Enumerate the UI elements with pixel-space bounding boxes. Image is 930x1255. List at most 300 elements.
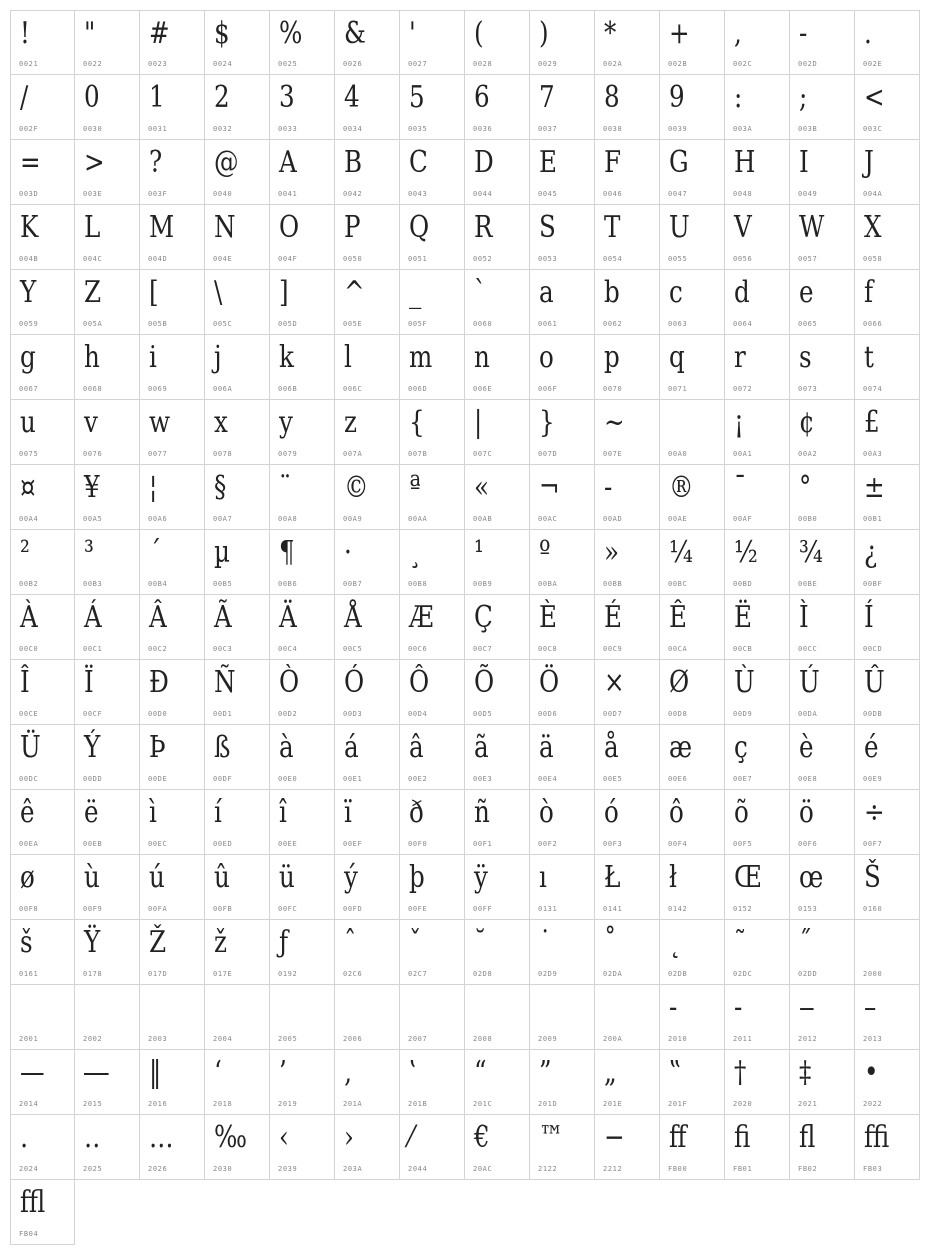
glyph-codepoint: 006D	[408, 385, 428, 393]
glyph-cell	[10, 1050, 75, 1115]
glyph-character: ‒	[799, 990, 815, 1025]
glyph-cell	[465, 400, 530, 465]
glyph-character: Â	[149, 600, 167, 635]
glyph-character: E	[539, 145, 557, 180]
glyph-codepoint: 0142	[668, 905, 688, 913]
glyph-codepoint: 00C0	[19, 645, 39, 653]
glyph-cell	[205, 530, 270, 595]
glyph-character: Ý	[84, 730, 101, 765]
glyph-codepoint: 02D8	[473, 970, 493, 978]
glyph-cell	[660, 400, 725, 465]
glyph-character: ˜	[734, 925, 747, 960]
glyph-codepoint: 2022	[863, 1100, 883, 1108]
glyph-codepoint: 2013	[863, 1035, 883, 1043]
glyph-codepoint: 0058	[863, 255, 883, 263]
glyph-character: r	[734, 340, 746, 375]
glyph-cell	[595, 465, 660, 530]
glyph-character: µ	[214, 535, 230, 570]
glyph-cell	[140, 1115, 205, 1180]
glyph-codepoint: 002E	[863, 60, 883, 68]
glyph-cell	[205, 595, 270, 660]
glyph-character: ․	[20, 1120, 29, 1155]
glyph-codepoint: 2012	[798, 1035, 818, 1043]
glyph-cell	[855, 855, 920, 920]
glyph-character: Ã	[214, 600, 232, 635]
glyph-cell	[205, 855, 270, 920]
glyph-character: ê	[20, 795, 35, 830]
glyph-codepoint: 0047	[668, 190, 688, 198]
glyph-cell	[595, 530, 660, 595]
glyph-codepoint: 2004	[213, 1035, 233, 1043]
glyph-codepoint: 00F9	[83, 905, 103, 913]
glyph-codepoint: 00DB	[863, 710, 883, 718]
glyph-codepoint: 0023	[148, 60, 168, 68]
glyph-cell	[660, 465, 725, 530]
glyph-character: Ð	[149, 665, 169, 700]
glyph-cell	[400, 660, 465, 725]
glyph-character: ¿	[864, 535, 878, 570]
glyph-cell	[400, 595, 465, 660]
glyph-codepoint: 0069	[148, 385, 168, 393]
glyph-character: ¼	[669, 535, 693, 570]
glyph-cell	[530, 985, 595, 1050]
glyph-character: +	[669, 16, 690, 51]
glyph-character: c	[669, 275, 683, 310]
glyph-codepoint: 00A3	[863, 450, 883, 458]
glyph-cell	[725, 855, 790, 920]
glyph-character: Ô	[409, 665, 430, 700]
glyph-codepoint: 00E6	[668, 775, 688, 783]
glyph-character: û	[214, 860, 230, 895]
glyph-character: Ò	[279, 665, 300, 700]
glyph-codepoint: 00D1	[213, 710, 233, 718]
glyph-codepoint: 00D4	[408, 710, 428, 718]
glyph-codepoint: 2005	[278, 1035, 298, 1043]
glyph-character: w	[149, 405, 171, 440]
glyph-character: Å	[344, 600, 362, 635]
glyph-codepoint: 00C2	[148, 645, 168, 653]
glyph-character: |	[474, 405, 483, 440]
glyph-cell	[10, 1180, 75, 1245]
glyph-codepoint: 00DC	[19, 775, 39, 783]
glyph-character: 2	[214, 80, 230, 115]
glyph-cell	[400, 920, 465, 985]
glyph-codepoint: 00E1	[343, 775, 363, 783]
glyph-codepoint: 00A1	[733, 450, 753, 458]
glyph-cell	[790, 335, 855, 400]
glyph-cell	[660, 205, 725, 270]
glyph-codepoint: 006C	[343, 385, 363, 393]
glyph-cell	[270, 725, 335, 790]
glyph-character: Ê	[669, 600, 687, 635]
glyph-codepoint: 00A8	[278, 515, 298, 523]
glyph-character: œ	[799, 860, 824, 895]
glyph-codepoint: 0160	[863, 905, 883, 913]
glyph-codepoint: 00EE	[278, 840, 298, 848]
glyph-codepoint: 2030	[213, 1165, 233, 1173]
glyph-cell	[725, 920, 790, 985]
glyph-character: o	[539, 340, 554, 375]
glyph-cell	[465, 10, 530, 75]
glyph-cell	[400, 10, 465, 75]
glyph-codepoint: 2044	[408, 1165, 428, 1173]
glyph-character: S	[539, 210, 556, 245]
glyph-character: ì	[149, 795, 157, 830]
glyph-character: 1	[149, 80, 165, 115]
glyph-character: ‹	[279, 1120, 289, 1155]
glyph-codepoint: 0074	[863, 385, 883, 393]
glyph-cell	[335, 75, 400, 140]
glyph-character: 9	[669, 80, 685, 115]
glyph-codepoint: 0039	[668, 125, 688, 133]
glyph-cell	[205, 400, 270, 465]
glyph-cell	[660, 335, 725, 400]
glyph-codepoint: 00F5	[733, 840, 753, 848]
glyph-codepoint: 003F	[148, 190, 168, 198]
glyph-character: .	[864, 16, 872, 51]
glyph-character: Ł	[604, 860, 621, 895]
glyph-codepoint: 00BA	[538, 580, 558, 588]
glyph-codepoint: 00F2	[538, 840, 558, 848]
glyph-character: ñ	[474, 795, 490, 830]
glyph-cell	[75, 465, 140, 530]
glyph-character: "	[84, 16, 96, 51]
glyph-character: W	[799, 210, 825, 245]
glyph-character: h	[84, 340, 100, 375]
glyph-character: p	[604, 340, 620, 375]
glyph-cell	[855, 140, 920, 205]
glyph-codepoint: 007D	[538, 450, 558, 458]
glyph-cell	[140, 335, 205, 400]
glyph-codepoint: 201E	[603, 1100, 623, 1108]
glyph-codepoint: 007A	[343, 450, 363, 458]
glyph-character: Š	[864, 860, 881, 895]
glyph-character: -	[604, 470, 613, 505]
glyph-codepoint: 0077	[148, 450, 168, 458]
glyph-cell	[855, 400, 920, 465]
glyph-codepoint: 00EB	[83, 840, 103, 848]
glyph-character: ·	[344, 535, 352, 570]
glyph-character: Æ	[409, 600, 434, 635]
glyph-character: í	[214, 795, 222, 830]
glyph-character: ˘	[474, 925, 487, 960]
glyph-codepoint: 0073	[798, 385, 818, 393]
glyph-cell	[855, 920, 920, 985]
glyph-character: e	[799, 275, 814, 310]
glyph-cell	[400, 335, 465, 400]
glyph-cell	[530, 205, 595, 270]
glyph-cell	[530, 530, 595, 595]
glyph-character: ¨	[279, 470, 292, 505]
glyph-codepoint: 0026	[343, 60, 363, 68]
glyph-codepoint: 0042	[343, 190, 363, 198]
glyph-codepoint: 00C5	[343, 645, 363, 653]
glyph-codepoint: 00AC	[538, 515, 558, 523]
glyph-character	[604, 993, 612, 1023]
glyph-cell	[140, 465, 205, 530]
glyph-codepoint: 2000	[863, 970, 883, 978]
glyph-codepoint: 0070	[603, 385, 623, 393]
glyph-cell	[660, 920, 725, 985]
glyph-cell	[205, 140, 270, 205]
glyph-character: L	[84, 210, 101, 245]
glyph-codepoint: 003B	[798, 125, 818, 133]
glyph-cell	[270, 10, 335, 75]
glyph-codepoint: 00AA	[408, 515, 428, 523]
glyph-cell	[335, 985, 400, 1050]
glyph-codepoint: 005A	[83, 320, 103, 328]
glyph-cell	[530, 10, 595, 75]
glyph-character: <	[864, 80, 885, 115]
glyph-codepoint: 0060	[473, 320, 493, 328]
glyph-character: _	[409, 275, 422, 310]
glyph-character: k	[279, 340, 294, 375]
glyph-codepoint: 0021	[19, 60, 39, 68]
glyph-character: Ë	[734, 600, 752, 635]
glyph-codepoint: 2001	[19, 1035, 39, 1043]
glyph-codepoint: 00B0	[798, 515, 818, 523]
glyph-cell	[75, 75, 140, 140]
glyph-codepoint: 00AF	[733, 515, 753, 523]
glyph-codepoint: 0041	[278, 190, 298, 198]
glyph-character: a	[539, 275, 554, 310]
glyph-cell	[465, 270, 530, 335]
glyph-character: ‰	[214, 1120, 248, 1155]
glyph-character: z	[344, 405, 357, 440]
glyph-character: )	[539, 16, 549, 51]
glyph-cell	[75, 1115, 140, 1180]
glyph-cell	[595, 1050, 660, 1115]
glyph-character	[20, 993, 28, 1023]
glyph-character: Ù	[734, 665, 755, 700]
glyph-codepoint: 0141	[603, 905, 623, 913]
glyph-cell	[75, 335, 140, 400]
glyph-character: ÷	[864, 795, 885, 830]
glyph-codepoint: 00FD	[343, 905, 363, 913]
glyph-codepoint: 00C1	[83, 645, 103, 653]
glyph-codepoint: 00CD	[863, 645, 883, 653]
glyph-character: i	[149, 340, 157, 375]
glyph-codepoint: 00C8	[538, 645, 558, 653]
glyph-codepoint: 003D	[19, 190, 39, 198]
glyph-character: î	[279, 795, 287, 830]
glyph-character: U	[669, 210, 690, 245]
glyph-character: ¬	[539, 470, 560, 505]
glyph-cell	[790, 10, 855, 75]
glyph-codepoint: 0064	[733, 320, 753, 328]
glyph-codepoint: 0078	[213, 450, 233, 458]
glyph-cell	[660, 855, 725, 920]
glyph-codepoint: 0036	[473, 125, 493, 133]
glyph-codepoint: 00F1	[473, 840, 493, 848]
glyph-character: ^	[344, 275, 365, 310]
glyph-cell	[660, 10, 725, 75]
glyph-codepoint: 00A6	[148, 515, 168, 523]
glyph-cell	[140, 530, 205, 595]
glyph-cell	[855, 1050, 920, 1115]
glyph-cell	[465, 855, 530, 920]
glyph-character: D	[474, 145, 494, 180]
glyph-cell	[335, 725, 400, 790]
glyph-codepoint: 0076	[83, 450, 103, 458]
glyph-cell	[790, 1115, 855, 1180]
glyph-cell	[595, 205, 660, 270]
glyph-cell	[660, 140, 725, 205]
glyph-codepoint: 0065	[798, 320, 818, 328]
glyph-cell	[335, 205, 400, 270]
glyph-cell	[75, 10, 140, 75]
glyph-codepoint: 02DC	[733, 970, 753, 978]
glyph-codepoint: 00B4	[148, 580, 168, 588]
glyph-character: ï	[344, 795, 352, 830]
glyph-cell	[140, 1050, 205, 1115]
glyph-codepoint: 0071	[668, 385, 688, 393]
glyph-character: Õ	[474, 665, 495, 700]
glyph-cell	[790, 530, 855, 595]
glyph-cell	[75, 1050, 140, 1115]
glyph-character: ÿ	[474, 860, 488, 895]
glyph-character: ó	[604, 795, 619, 830]
glyph-cell	[140, 400, 205, 465]
glyph-codepoint: 00EF	[343, 840, 363, 848]
glyph-codepoint: 004E	[213, 255, 233, 263]
glyph-character: Z	[84, 275, 102, 310]
glyph-codepoint: 2008	[473, 1035, 493, 1043]
glyph-character: ¯	[734, 470, 747, 505]
glyph-character: ˝	[799, 925, 812, 960]
glyph-cell	[595, 270, 660, 335]
glyph-codepoint: 00EC	[148, 840, 168, 848]
glyph-character: X	[864, 210, 882, 245]
glyph-character: Î	[20, 665, 30, 700]
glyph-character: ²	[20, 535, 30, 570]
glyph-character	[539, 993, 547, 1023]
glyph-character: (	[474, 16, 484, 51]
glyph-character	[474, 993, 482, 1023]
glyph-codepoint: 0028	[473, 60, 493, 68]
glyph-cell	[10, 855, 75, 920]
glyph-codepoint: 00ED	[213, 840, 233, 848]
glyph-codepoint: 007C	[473, 450, 493, 458]
glyph-cell	[270, 465, 335, 530]
glyph-character: ?	[149, 145, 163, 180]
glyph-character: f	[864, 275, 874, 310]
glyph-codepoint: 006E	[473, 385, 493, 393]
glyph-character: V	[734, 210, 752, 245]
glyph-character: ä	[539, 730, 554, 765]
glyph-codepoint: 00E7	[733, 775, 753, 783]
glyph-cell	[725, 10, 790, 75]
glyph-cell	[205, 1050, 270, 1115]
glyph-codepoint: 00CE	[19, 710, 39, 718]
glyph-codepoint: 00F8	[19, 905, 39, 913]
glyph-cell	[205, 660, 270, 725]
glyph-character: :	[734, 80, 743, 115]
glyph-codepoint: 0030	[83, 125, 103, 133]
glyph-cell	[725, 335, 790, 400]
glyph-cell	[270, 400, 335, 465]
glyph-cell	[530, 725, 595, 790]
glyph-codepoint: 0161	[19, 970, 39, 978]
glyph-codepoint: 0059	[19, 320, 39, 328]
glyph-cell	[465, 1050, 530, 1115]
glyph-cell	[205, 205, 270, 270]
glyph-cell	[790, 855, 855, 920]
glyph-codepoint: 00AE	[668, 515, 688, 523]
glyph-codepoint: 00B1	[863, 515, 883, 523]
glyph-character: þ	[409, 860, 425, 895]
glyph-codepoint: 00C6	[408, 645, 428, 653]
glyph-codepoint: 0072	[733, 385, 753, 393]
glyph-character: ©	[344, 470, 369, 505]
glyph-cell	[855, 985, 920, 1050]
glyph-character: æ	[669, 730, 693, 765]
glyph-character: O	[279, 210, 300, 245]
glyph-character: -	[799, 16, 808, 51]
glyph-cell	[595, 75, 660, 140]
glyph-codepoint: 00A9	[343, 515, 363, 523]
glyph-codepoint: 2002	[83, 1035, 103, 1043]
glyph-character: ˙	[539, 925, 552, 960]
glyph-codepoint: 00CF	[83, 710, 103, 718]
glyph-character: ‡	[799, 1055, 812, 1090]
glyph-character: *	[604, 16, 617, 51]
glyph-cell	[725, 75, 790, 140]
glyph-character: ª	[409, 470, 421, 505]
glyph-character: ı	[539, 860, 547, 895]
glyph-codepoint: 0034	[343, 125, 363, 133]
glyph-codepoint: FB04	[19, 1230, 39, 1238]
glyph-codepoint: 00F6	[798, 840, 818, 848]
glyph-codepoint: 006B	[278, 385, 298, 393]
glyph-character: d	[734, 275, 750, 310]
glyph-character: ﬂ	[799, 1120, 816, 1155]
glyph-cell	[595, 855, 660, 920]
glyph-cell	[140, 790, 205, 855]
glyph-codepoint: 00C4	[278, 645, 298, 653]
glyph-cell	[140, 660, 205, 725]
glyph-character: ‑	[734, 990, 743, 1025]
glyph-character: $	[214, 16, 230, 51]
glyph-codepoint: 017D	[148, 970, 168, 978]
glyph-character: ò	[539, 795, 554, 830]
glyph-character: ;	[799, 80, 808, 115]
glyph-character: à	[279, 730, 294, 765]
glyph-character: ~	[604, 405, 625, 440]
glyph-cell	[530, 790, 595, 855]
glyph-cell	[10, 205, 75, 270]
glyph-codepoint: 0027	[408, 60, 428, 68]
glyph-character: ´	[149, 535, 162, 570]
glyph-codepoint: 00E9	[863, 775, 883, 783]
glyph-cell	[75, 140, 140, 205]
glyph-cell	[660, 595, 725, 660]
glyph-cell	[205, 335, 270, 400]
glyph-character: y	[279, 405, 293, 440]
glyph-codepoint: FB00	[668, 1165, 688, 1173]
glyph-cell	[400, 400, 465, 465]
glyph-cell	[855, 725, 920, 790]
glyph-character: ð	[409, 795, 424, 830]
glyph-cell	[270, 790, 335, 855]
glyph-cell	[270, 1115, 335, 1180]
glyph-character: ¢	[799, 405, 815, 440]
glyph-codepoint: 2009	[538, 1035, 558, 1043]
glyph-character: Ï	[84, 665, 94, 700]
glyph-character: ß	[214, 730, 231, 765]
glyph-cell	[10, 1115, 75, 1180]
glyph-character: ł	[669, 860, 677, 895]
